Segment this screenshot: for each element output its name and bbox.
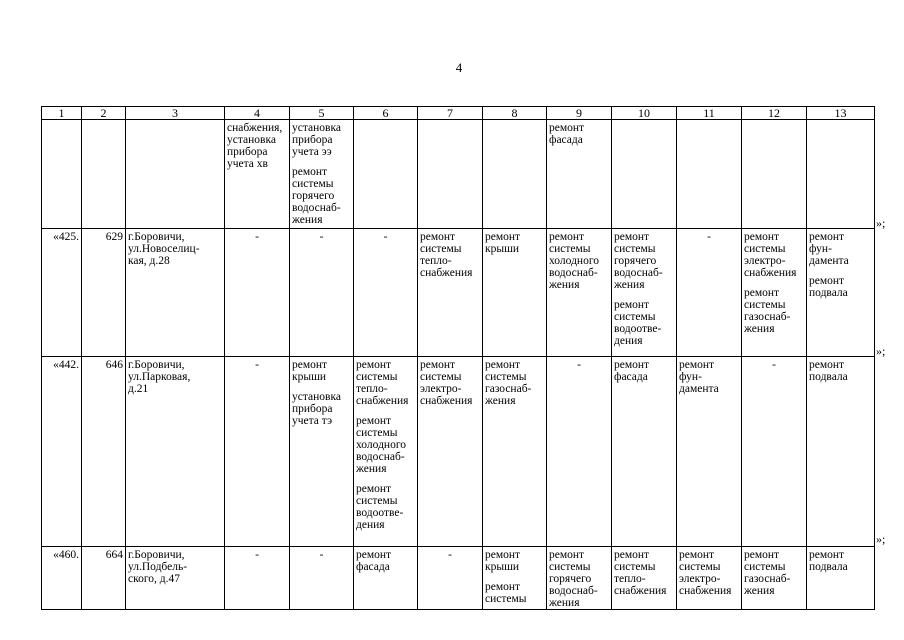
work-item-line: жения xyxy=(485,395,516,407)
table-cell xyxy=(354,357,418,547)
work-item xyxy=(292,122,351,158)
work-item-line: ремонт xyxy=(614,299,650,311)
work-item-line: дения xyxy=(356,519,385,531)
work-item-line: водоотве- xyxy=(356,507,404,519)
work-item-line: системы xyxy=(420,243,462,255)
table-cell xyxy=(742,357,807,547)
work-item-line: жения xyxy=(549,279,580,291)
work-item xyxy=(614,231,674,291)
table-cell xyxy=(290,120,354,229)
table-row xyxy=(42,357,875,547)
table-row xyxy=(42,229,875,357)
col-header: 2 xyxy=(82,107,126,120)
work-item xyxy=(744,549,804,597)
row-number: «460. xyxy=(53,549,79,561)
table-cell xyxy=(807,229,875,357)
dash-text: - xyxy=(383,231,388,243)
work-item-line: подвала xyxy=(809,287,848,299)
work-item-line: учета хв xyxy=(227,158,268,170)
work-item xyxy=(549,231,609,291)
table-cell xyxy=(126,229,225,357)
work-item-line: дамента xyxy=(809,255,849,267)
work-item-line: снабжения, xyxy=(227,122,283,134)
work-item-line: газоснаб- xyxy=(485,383,532,395)
work-item-line: жения xyxy=(292,214,323,226)
work-item-line: системы xyxy=(356,371,398,383)
work-item-line: жения xyxy=(356,463,387,475)
work-item xyxy=(614,299,674,347)
work-item xyxy=(485,359,544,407)
table-cell xyxy=(483,120,547,229)
work-item-line: ремонт xyxy=(744,231,780,243)
work-item-line: горячего xyxy=(549,573,592,585)
work-item xyxy=(292,359,351,383)
table-cell xyxy=(483,229,547,357)
works-table xyxy=(41,106,875,610)
dash-text: - xyxy=(707,231,711,243)
table-cell xyxy=(82,357,126,547)
work-item xyxy=(485,581,544,605)
address-line: г.Боровичи, xyxy=(128,549,185,561)
row-number: «442. xyxy=(53,359,79,371)
table-cell xyxy=(82,229,126,357)
work-item-line: крыши xyxy=(292,371,327,383)
work-item xyxy=(356,359,415,407)
work-item xyxy=(356,483,415,531)
work-item-line: системы xyxy=(485,371,527,383)
work-item-line: ремонт xyxy=(744,549,780,561)
work-item-line: дамента xyxy=(679,383,719,395)
work-item xyxy=(614,359,674,383)
closing-quote: »; xyxy=(876,216,886,230)
table-cell xyxy=(290,547,354,610)
work-item-line: системы xyxy=(549,561,591,573)
table-cell xyxy=(42,547,82,610)
work-item-line: учета тэ xyxy=(292,415,333,427)
work-item-line: крыши xyxy=(485,243,520,255)
work-item-line: прибора xyxy=(227,146,268,158)
work-item xyxy=(420,359,480,407)
object-number: 646 xyxy=(105,359,123,371)
table-cell xyxy=(126,357,225,547)
table-cell xyxy=(418,357,483,547)
work-item-line: прибора xyxy=(292,134,333,146)
work-item-line: горячего xyxy=(292,190,335,202)
work-item-line: ремонт xyxy=(485,231,521,243)
work-item-line: газоснаб- xyxy=(744,573,791,585)
work-item-line: ремонт xyxy=(679,359,715,371)
work-item xyxy=(614,549,674,597)
work-item-line: ремонт xyxy=(549,122,585,134)
work-item-line: электро- xyxy=(744,255,786,267)
work-item-line: водоснаб- xyxy=(549,267,598,279)
work-item-line: ремонт xyxy=(292,166,328,178)
work-item-line: системы xyxy=(614,561,656,573)
work-item-line: холодного xyxy=(356,439,407,451)
work-item-line: системы xyxy=(356,427,398,439)
work-item xyxy=(744,287,804,335)
work-item-line: водоотве- xyxy=(614,323,662,335)
table-cell xyxy=(742,229,807,357)
table-cell xyxy=(612,357,677,547)
table-cell xyxy=(742,120,807,229)
table-cell xyxy=(82,547,126,610)
table-cell xyxy=(225,357,290,547)
table-cell xyxy=(547,229,612,357)
dash-text: - xyxy=(255,359,259,371)
work-item-line: ремонт xyxy=(549,231,585,243)
work-item xyxy=(292,391,351,427)
work-item-line: снабжения xyxy=(614,585,667,597)
work-item-line: системы xyxy=(420,371,462,383)
col-header: 8 xyxy=(483,107,547,120)
address-line: г.Боровичи, xyxy=(128,359,185,371)
table-cell xyxy=(483,357,547,547)
table-cell xyxy=(42,120,82,229)
work-item-line: холодного xyxy=(549,255,600,267)
work-item-line: фасада xyxy=(614,371,648,383)
address-line: ул.Парковая, xyxy=(128,371,191,383)
work-item-line: системы xyxy=(485,593,527,605)
dash-text: - xyxy=(319,549,324,561)
table-cell xyxy=(547,357,612,547)
table-cell xyxy=(807,357,875,547)
table-cell xyxy=(612,120,677,229)
work-item-line: фасада xyxy=(549,134,583,146)
dash-text: - xyxy=(319,231,324,243)
work-item-line: системы xyxy=(292,178,334,190)
work-item-line: ремонт xyxy=(809,231,845,243)
work-item-line: системы xyxy=(356,495,398,507)
work-item-line: учета ээ xyxy=(292,146,332,158)
work-item xyxy=(549,122,609,146)
table-cell xyxy=(483,547,547,610)
work-item-line: ремонт xyxy=(356,359,392,371)
work-item xyxy=(356,415,415,475)
work-item-line: системы xyxy=(744,243,786,255)
table-cell xyxy=(354,120,418,229)
work-item-line: ремонт xyxy=(679,549,715,561)
table-cell xyxy=(677,229,742,357)
work-item-line: ремонт xyxy=(809,549,845,561)
work-item-line: ремонт xyxy=(420,359,456,371)
work-item-line: жения xyxy=(744,585,775,597)
table-cell xyxy=(354,229,418,357)
work-item-line: ремонт xyxy=(356,549,392,561)
table-cell xyxy=(42,229,82,357)
work-item xyxy=(809,549,872,573)
work-item-line: фун- xyxy=(809,243,832,255)
table-row xyxy=(42,120,875,229)
work-item-line: электро- xyxy=(420,383,462,395)
table-cell xyxy=(354,547,418,610)
table-cell xyxy=(418,120,483,229)
work-item-line: тепло- xyxy=(420,255,452,267)
work-item-line: подвала xyxy=(809,371,848,383)
work-item-line: водоснаб- xyxy=(292,202,341,214)
table-cell xyxy=(126,120,225,229)
col-header: 6 xyxy=(354,107,418,120)
work-item-line: системы xyxy=(744,561,786,573)
col-header: 13 xyxy=(807,107,875,120)
work-item-line: крыши xyxy=(485,561,520,573)
work-item-line: ремонт xyxy=(549,549,585,561)
work-item-line: ремонт xyxy=(420,231,456,243)
col-header: 3 xyxy=(126,107,225,120)
col-header: 9 xyxy=(547,107,612,120)
work-item-line: снабжения xyxy=(420,267,473,279)
work-item-line: прибора xyxy=(292,403,333,415)
table-row xyxy=(42,547,875,610)
work-item-line: водоснаб- xyxy=(614,267,663,279)
table-cell xyxy=(547,547,612,610)
work-item xyxy=(809,275,872,299)
work-item-line: тепло- xyxy=(356,383,388,395)
work-item-line: ремонт xyxy=(356,415,392,427)
work-item-line: дения xyxy=(614,335,643,347)
dash-text: - xyxy=(577,359,581,371)
table-cell xyxy=(807,120,875,229)
work-item-line: ремонт xyxy=(485,581,521,593)
table-cell xyxy=(418,229,483,357)
address-line: д.21 xyxy=(128,383,149,395)
work-item xyxy=(744,231,804,279)
col-header: 10 xyxy=(612,107,677,120)
work-item-line: ремонт xyxy=(744,287,780,299)
work-item-line: установка xyxy=(292,391,341,403)
object-number: 629 xyxy=(105,231,123,243)
table-cell xyxy=(677,120,742,229)
work-item-line: тепло- xyxy=(614,573,646,585)
work-item xyxy=(679,549,739,597)
table-cell xyxy=(547,120,612,229)
object-number: 664 xyxy=(105,549,123,561)
work-item-line: фасада xyxy=(356,561,390,573)
work-item-line: водоснаб- xyxy=(356,451,405,463)
table-cell xyxy=(612,229,677,357)
row-number: «425. xyxy=(53,231,79,243)
work-item xyxy=(420,231,480,279)
work-item-line: горячего xyxy=(614,255,657,267)
col-header: 4 xyxy=(225,107,290,120)
work-item-line: ремонт xyxy=(809,359,845,371)
address-line: кая, д.28 xyxy=(128,255,170,267)
work-item-line: фун- xyxy=(679,371,702,383)
col-header: 11 xyxy=(677,107,742,120)
dash-text: - xyxy=(772,359,776,371)
address-line: ул.Подбель- xyxy=(128,561,188,573)
work-item-line: ремонт xyxy=(614,359,650,371)
work-item xyxy=(809,359,872,383)
dash-text: - xyxy=(255,549,259,561)
table-cell xyxy=(612,547,677,610)
work-item-line: газоснаб- xyxy=(744,311,791,323)
col-header: 7 xyxy=(418,107,483,120)
table-cell xyxy=(42,357,82,547)
work-item xyxy=(356,549,415,573)
table-cell xyxy=(677,547,742,610)
work-item-line: системы xyxy=(614,311,656,323)
work-item-line: ремонт xyxy=(614,231,650,243)
work-item xyxy=(292,166,351,226)
work-item-line: снабжения xyxy=(679,585,732,597)
table-cell xyxy=(82,120,126,229)
work-item-line: электро- xyxy=(679,573,721,585)
column-number-row xyxy=(42,107,875,120)
work-item-line: системы xyxy=(549,243,591,255)
work-item-line: подвала xyxy=(809,561,848,573)
dash-text: - xyxy=(255,231,259,243)
table-cell xyxy=(225,547,290,610)
table-cell xyxy=(677,357,742,547)
table-cell xyxy=(225,120,290,229)
work-item-line: снабжения xyxy=(420,395,473,407)
table-cell xyxy=(225,229,290,357)
table-cell xyxy=(290,357,354,547)
work-item-line: водоснаб- xyxy=(549,585,598,597)
work-item-line: ремонт xyxy=(356,483,392,495)
address-line: г.Боровичи, xyxy=(128,231,185,243)
dash-text: - xyxy=(448,549,452,561)
col-header: 1 xyxy=(42,107,82,120)
work-item xyxy=(485,231,544,255)
work-item xyxy=(485,549,544,573)
table-cell xyxy=(290,229,354,357)
work-item xyxy=(679,359,739,395)
work-item-line: ремонт xyxy=(485,359,521,371)
work-item-line: снабжения xyxy=(744,267,797,279)
closing-quote: »; xyxy=(876,344,886,358)
work-item-line: жения xyxy=(744,323,775,335)
table-cell xyxy=(126,547,225,610)
closing-quote: »; xyxy=(876,532,886,546)
work-item-line: снабжения xyxy=(356,395,409,407)
table-cell xyxy=(418,547,483,610)
address-line: ского, д.47 xyxy=(128,573,181,585)
work-item-line: системы xyxy=(614,243,656,255)
col-header: 5 xyxy=(290,107,354,120)
address-line: ул.Новоселиц- xyxy=(128,243,200,255)
work-item xyxy=(809,231,872,267)
work-item-line: жения xyxy=(549,597,580,609)
work-item-line: ремонт xyxy=(292,359,328,371)
work-item-line: ремонт xyxy=(809,275,845,287)
work-item xyxy=(227,122,287,170)
work-item-line: ремонт xyxy=(614,549,650,561)
work-item xyxy=(549,549,609,609)
table-cell xyxy=(742,547,807,610)
work-item-line: жения xyxy=(614,279,645,291)
page-number: 4 xyxy=(455,60,463,75)
work-item-line: системы xyxy=(679,561,721,573)
col-header: 12 xyxy=(742,107,807,120)
table-cell xyxy=(807,547,875,610)
work-item-line: системы xyxy=(744,299,786,311)
work-item-line: ремонт xyxy=(485,549,521,561)
work-item-line: установка xyxy=(292,122,341,134)
work-item-line: установка xyxy=(227,134,276,146)
